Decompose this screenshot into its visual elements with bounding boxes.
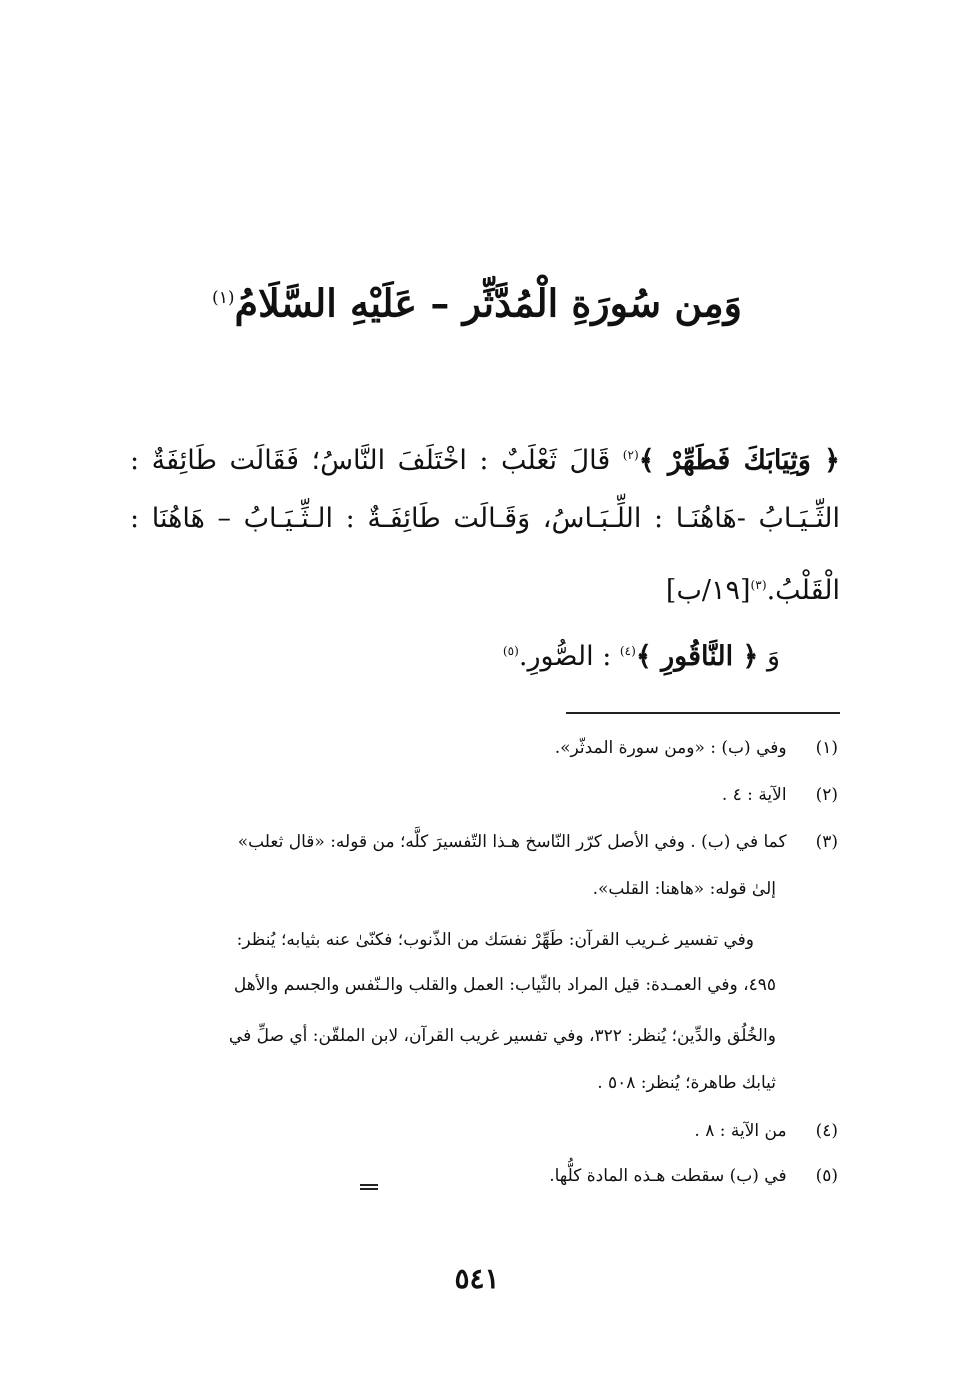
main-text-line-3-body: الْقَلْبُ. — [766, 575, 840, 606]
quran-verse-naqur: ﴿ النَّاقُورِ ﴾ — [635, 641, 759, 672]
chapter-title — [150, 268, 804, 334]
footnote-2-text: الآية : ٤ . — [721, 785, 787, 805]
footnote-5-number: (٥) — [815, 1166, 838, 1186]
chapter-title-text: وَمِن سُورَةِ الْمُدَّثِّر – عَلَيْهِ السَّلَامُ — [234, 280, 742, 326]
main-text-line-2 — [130, 496, 840, 542]
footnote-2 — [128, 780, 838, 810]
end-of-section-mark — [360, 1184, 378, 1190]
footnote-3-line-2 — [128, 874, 838, 904]
footnote-ref-5: (٥) — [502, 644, 519, 658]
footnote-5 — [128, 1161, 838, 1191]
footnote-4-number: (٤) — [815, 1121, 838, 1141]
main-text-line-3 — [130, 562, 840, 614]
footnote-ref-2: (٢) — [622, 448, 639, 462]
main-text-line-1 — [130, 432, 840, 484]
footnote-2-number: (٢) — [815, 785, 838, 805]
footnote-3-line-6-text: ثيابك طاهرة؛ يُنظر: ٥٠٨ . — [597, 1073, 776, 1093]
main-text-line-2-body: الثِّـيَـابُ -هَاهُنَـا : اللِّـبَـاسُ، وَقَـالَت طَائِفَـةٌ : الـثِّـيَـابُ – هَاهُنَا : — [130, 503, 840, 534]
manuscript-folio-ref: [١٩/ب] — [665, 575, 751, 606]
footnote-3-line-1: كما في (ب) . وفي الأصل كرّر النّاسخ هـذا التّفسيرَ كلَّه؛ من قوله: «قال ثعلب» — [237, 832, 787, 852]
footnote-1-number: (١) — [815, 738, 838, 758]
page-number: ٥٤١ — [454, 1262, 500, 1295]
footnote-ref-4: (٤) — [619, 644, 636, 658]
footnote-3 — [128, 827, 838, 857]
footnote-3-line-4 — [128, 970, 838, 1000]
main-text-line-4-body: : الصُّورِ. — [518, 641, 612, 672]
footnote-separator — [566, 712, 840, 714]
main-text-line-1-body: قَالَ ثَعْلَبٌ : اخْتَلَفَ النَّاسُ؛ فَقَالَت طَائِفَةٌ : — [130, 445, 611, 476]
footnote-3-line-5-text: والخُلُق والدِّين؛ يُنظر: ٣٢٢، وفي تفسير غريب القرآن، لابن الملقّن: أي صلِّ في — [228, 1026, 776, 1046]
footnote-3-number: (٣) — [815, 832, 838, 852]
main-text-line-4 — [130, 628, 840, 680]
chapter-title-footnote-ref: (١) — [212, 288, 235, 308]
footnote-3-line-4-text: ٤٩٥، وفي العمـدة: قيل المراد بالثّياب: العمل والقلب والـنّفس والجسم والأهل — [233, 975, 776, 995]
footnote-ref-3: (٣) — [750, 578, 767, 592]
footnote-3-line-3-text: وفي تفسير غـريب القرآن: طَهِّرْ نفسَك من الذّنوب؛ فكنّىٰ عنه بثيابه؛ يُنظر: — [236, 930, 754, 950]
main-text-line-4-prefix: وَ — [766, 641, 780, 672]
footnote-1-text: وفي (ب) : «ومن سورة المدثّر». — [554, 738, 787, 758]
footnote-3-line-6 — [128, 1068, 838, 1098]
footnote-5-text: في (ب) سقطت هـذه المادة كلُّها. — [549, 1166, 787, 1186]
footnote-3-line-2-text: إلىٰ قوله: «هاهنا: القلب». — [592, 879, 776, 899]
footnote-4 — [128, 1116, 838, 1146]
footnote-3-line-5 — [128, 1021, 838, 1051]
quran-verse-thiyab: ﴿ وَثِيَابَكَ فَطَهِّرْ ﴾ — [638, 445, 841, 476]
footnote-1 — [128, 733, 838, 763]
footnote-3-line-3 — [128, 925, 838, 955]
footnote-4-text: من الآية : ٨ . — [694, 1121, 787, 1141]
